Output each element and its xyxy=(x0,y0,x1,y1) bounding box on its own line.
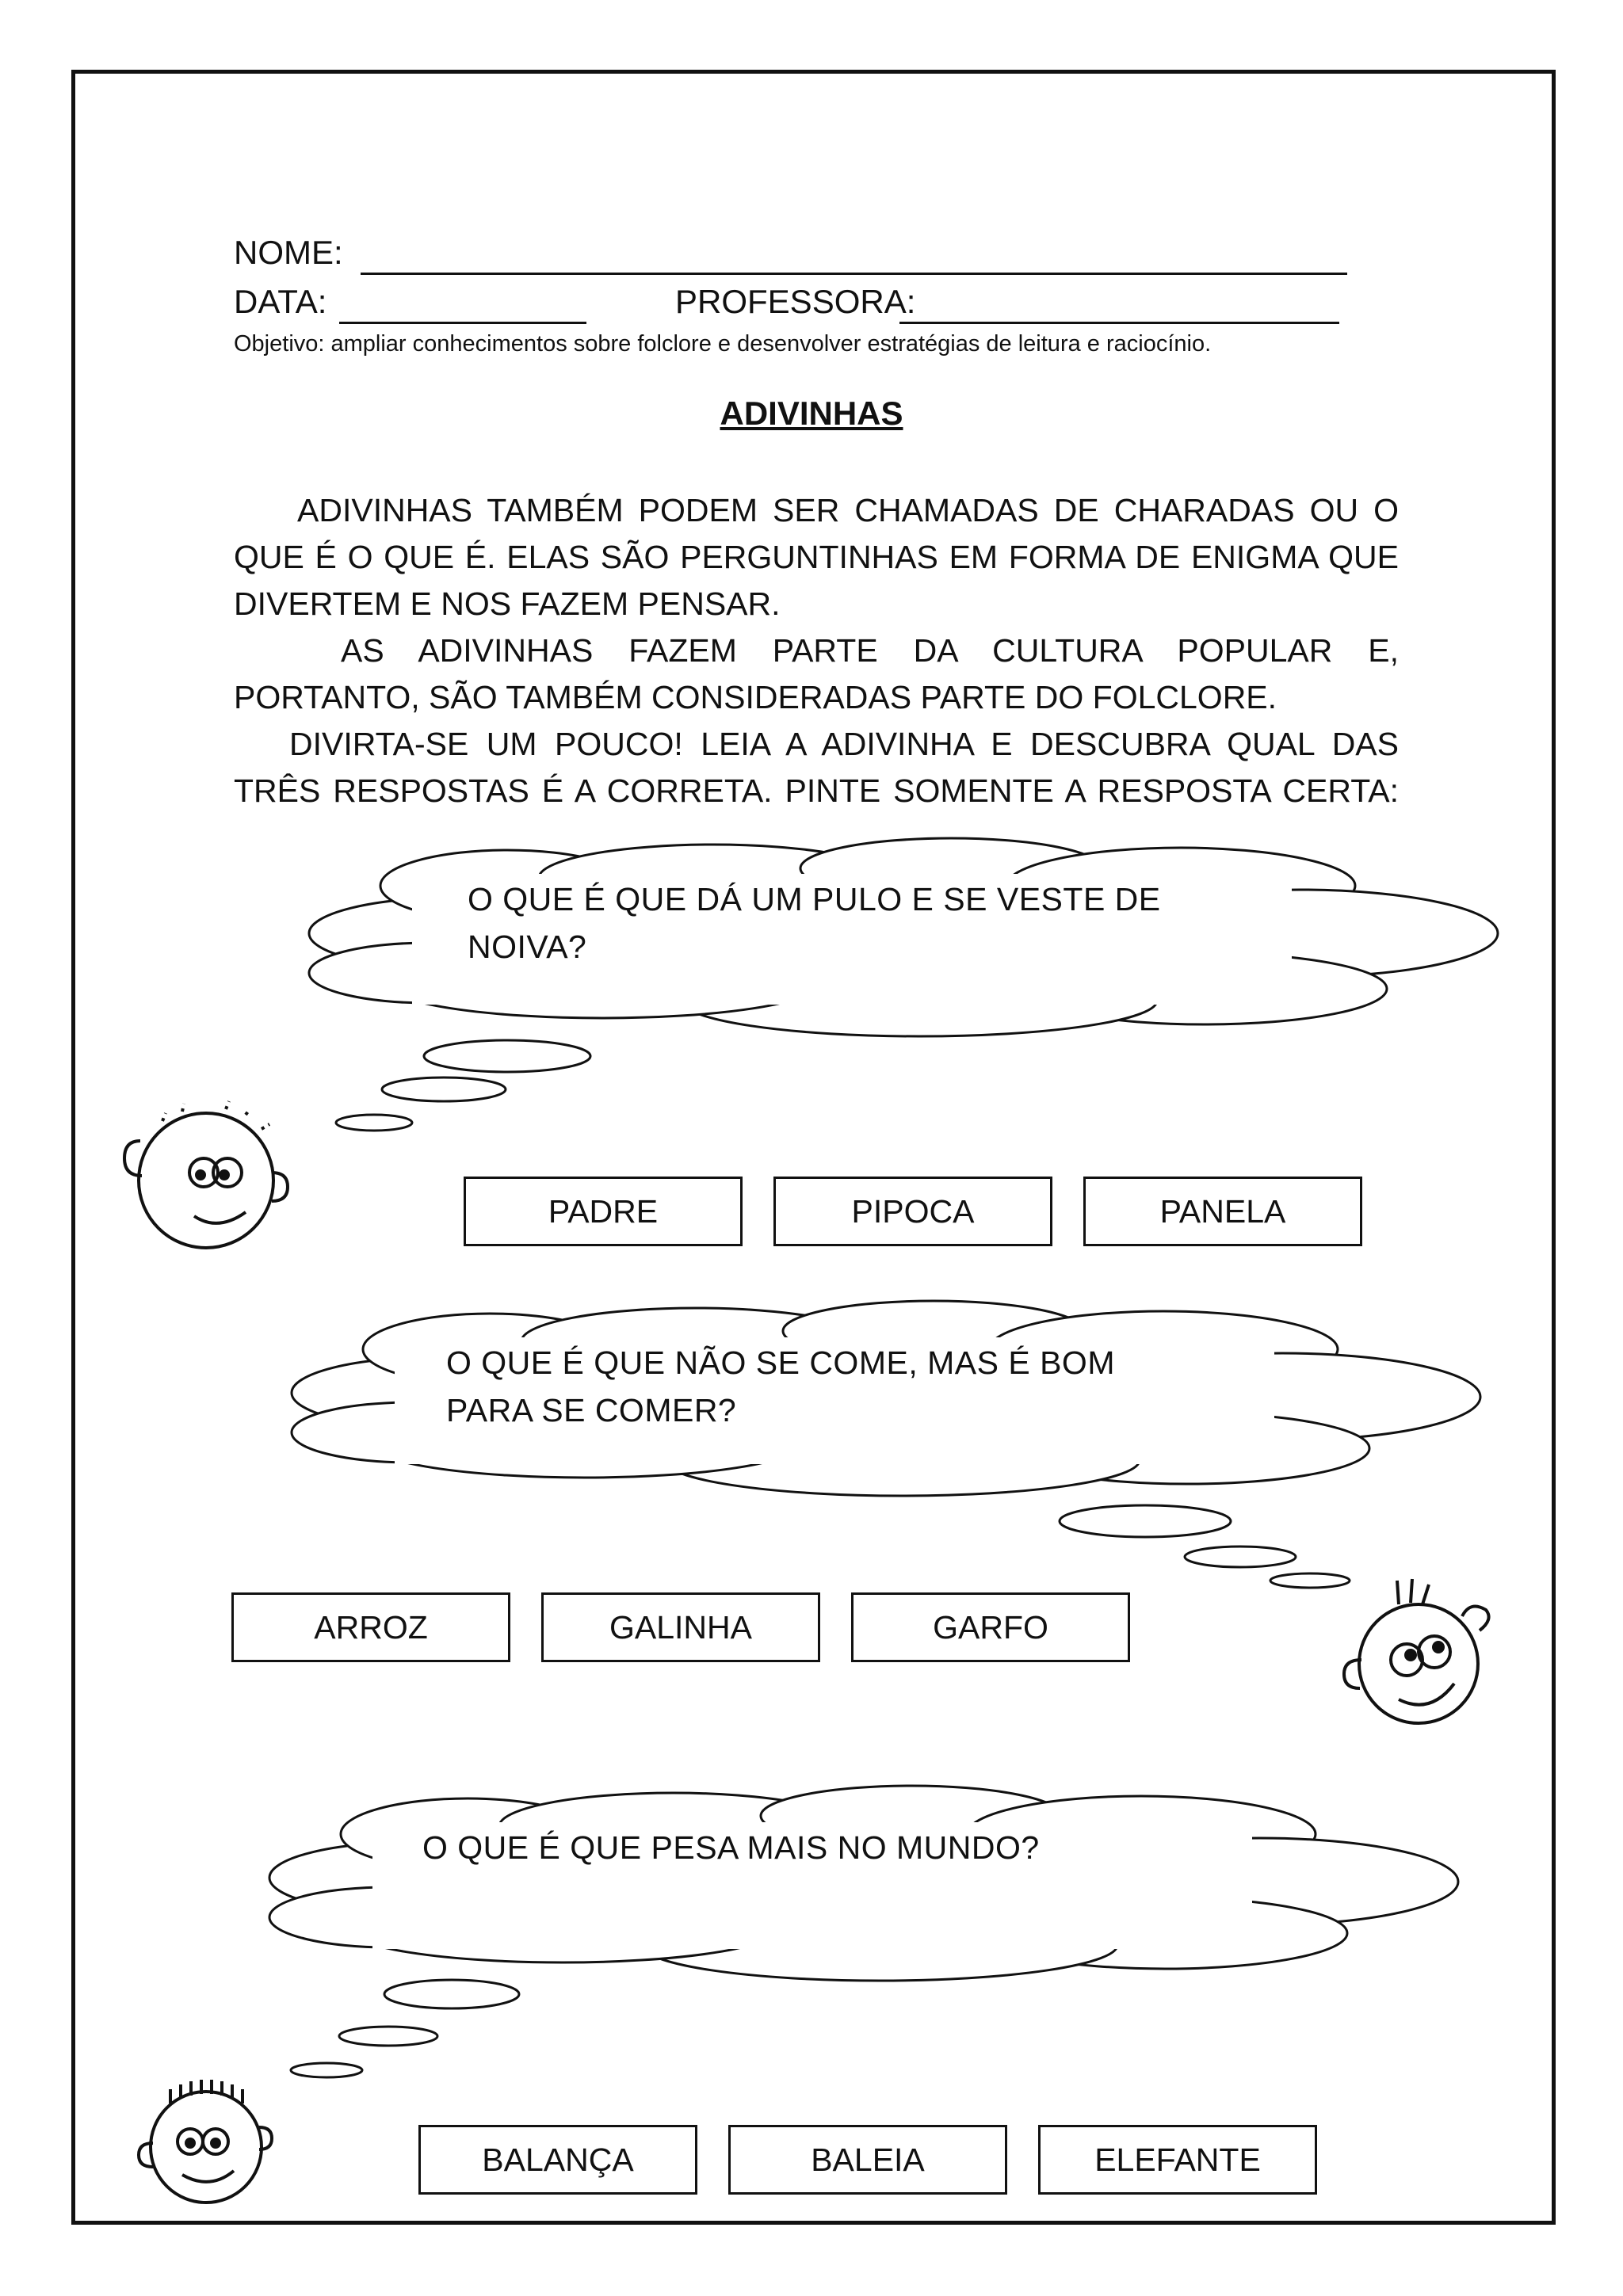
objective-text: Objetivo: ampliar conhecimentos sobre folclore e desenvolver estratégias de leitura e raciocínio. xyxy=(234,331,1212,357)
intro-paragraph: DIVIRTA-SE UM POUCO! LEIA A ADIVINHA E DESCUBRA QUAL DAS TRÊS RESPOSTAS É A CORRETA. PINTE SOMENTE A RESPOSTA CERTA: xyxy=(234,726,1399,809)
riddle-question: O QUE É QUE NÃO SE COME, MAS É BOM PARA SE COMER? xyxy=(446,1344,1115,1428)
teacher-line[interactable] xyxy=(899,287,1339,324)
date-line[interactable] xyxy=(339,287,586,324)
thought-dot-icon xyxy=(285,1977,523,2096)
cartoon-face-icon xyxy=(1331,1573,1506,1731)
riddle-question: O QUE É QUE DÁ UM PULO E SE VESTE DE NOIVA? xyxy=(468,881,1161,965)
page-title: ADIVINHAS xyxy=(720,395,903,432)
answer-option[interactable]: PADRE xyxy=(464,1177,743,1246)
answer-option[interactable]: PIPOCA xyxy=(773,1177,1052,1246)
date-label: DATA: xyxy=(234,283,327,320)
thought-dot-icon xyxy=(1058,1493,1359,1596)
cartoon-face-icon xyxy=(107,1097,313,1256)
intro-text xyxy=(234,487,1399,814)
answer-option[interactable]: GALINHA xyxy=(541,1592,820,1662)
answer-option[interactable]: BALANÇA xyxy=(418,2125,697,2195)
name-line[interactable] xyxy=(361,238,1347,275)
intro-paragraph: AS ADIVINHAS FAZEM PARTE DA CULTURA POPULAR E, PORTANTO, SÃO TAMBÉM CONSIDERADAS PARTE DO FOLCLORE. xyxy=(234,632,1399,715)
cartoon-face-icon xyxy=(127,2072,285,2214)
answer-option[interactable]: PANELA xyxy=(1083,1177,1362,1246)
thought-dot-icon xyxy=(333,1074,523,1137)
answer-option[interactable]: ARROZ xyxy=(231,1592,510,1662)
answer-option[interactable]: GARFO xyxy=(851,1592,1130,1662)
teacher-label: PROFESSORA: xyxy=(675,283,916,320)
answer-option[interactable]: ELEFANTE xyxy=(1038,2125,1317,2195)
name-label: NOME: xyxy=(234,234,343,271)
riddle-question: O QUE É QUE PESA MAIS NO MUNDO? xyxy=(422,1829,1040,1866)
intro-paragraph: ADIVINHAS TAMBÉM PODEM SER CHAMADAS DE CHARADAS OU O QUE É O QUE É. ELAS SÃO PERGUNTINHAS EM FORMA DE ENIGMA QUE DIVERTEM E NOS FAZEM PENSAR. xyxy=(234,492,1399,622)
answer-option[interactable]: BALEIA xyxy=(728,2125,1007,2195)
